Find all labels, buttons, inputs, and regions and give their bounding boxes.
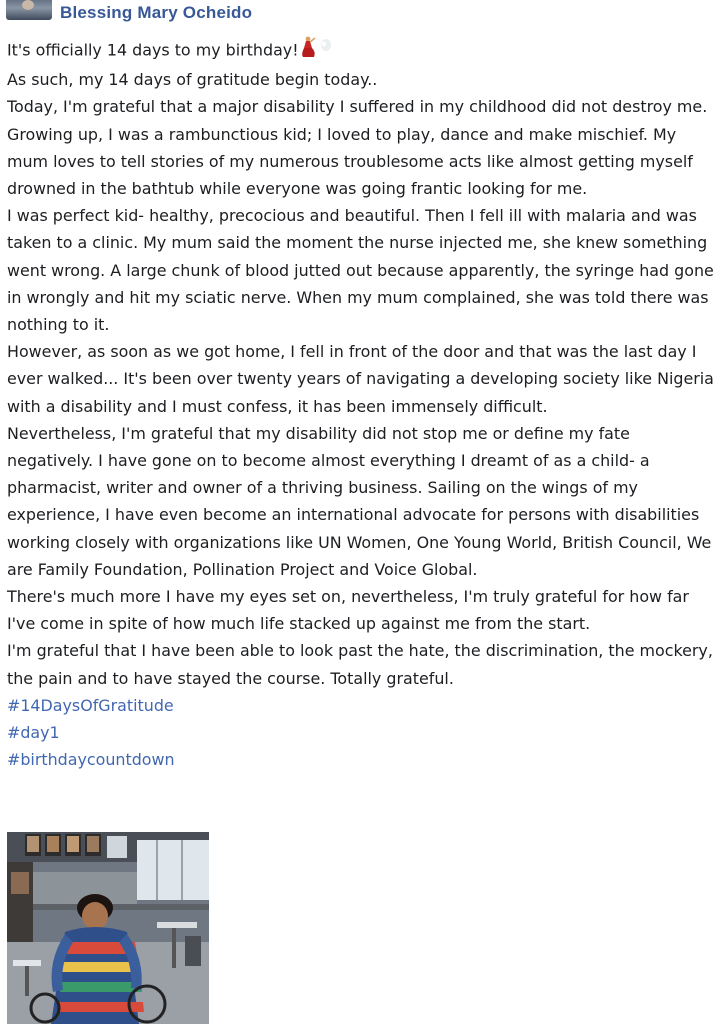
hashtag-link[interactable]: #birthdaycountdown: [7, 750, 175, 770]
post-line: However, as soon as we got home, I fell in front of the door and that was the last day I ever walked... It's been over twenty years of navigating a developing society like Nigeria with a disability and I must confess, it has been immensely difficult.: [7, 342, 714, 416]
post-line: I was perfect kid- healthy, precocious and beautiful. Then I fell ill with malaria and was taken to a clinic. My mum said the moment the nurse injected me, she knew something went wrong. A large chunk of blood jutted out because apparently, the syringe had gone in wrongly and hit my sciatic nerve. When my mum complained, she was told there was nothing to it.: [7, 206, 714, 335]
post-header: [6, 0, 252, 26]
post-line: As such, my 14 days of gratitude begin today..: [7, 70, 378, 90]
avatar[interactable]: [6, 0, 52, 20]
post-line: Nevertheless, I'm grateful that my disability did not stop me or define my fate negatively. I have gone on to become almost everything I dreamt of as a child- a pharmacist, writer and owner of a thriving business. Sailing on the wings of my experience, I have even become an international advocate for persons with disabilities working closely with organizations like UN Women, One Young World, British Council, We are Family Foundation, Pollination Project and Voice Global.: [7, 423, 712, 579]
dancing-woman-emoji-icon: [300, 36, 334, 66]
hashtag-link[interactable]: #day1: [7, 723, 60, 743]
post-line-text: It's officially 14 days to my birthday!: [7, 40, 299, 60]
hashtag-link[interactable]: #14DaysOfGratitude: [7, 695, 174, 715]
post-body: [7, 36, 719, 773]
post-line: There's much more I have my eyes set on, nevertheless, I'm truly grateful for how far I've come in spite of how much life stacked up against me from the start.: [7, 587, 689, 634]
post-line: I'm grateful that I have been able to look past the hate, the discrimination, the mockery, the pain and to have stayed the course. Totally grateful.: [7, 641, 713, 688]
post-photo[interactable]: [7, 832, 209, 1024]
post-line: Today, I'm grateful that a major disability I suffered in my childhood did not destroy me.: [7, 97, 708, 117]
post-line: [7, 36, 719, 66]
author-name[interactable]: Blessing Mary Ocheido: [60, 3, 253, 22]
post-line: Growing up, I was a rambunctious kid; I loved to play, dance and make mischief. My mum loves to tell stories of my numerous troublesome acts like almost getting myself drowned in the bathtub while everyone was going frantic looking for me.: [7, 124, 693, 199]
